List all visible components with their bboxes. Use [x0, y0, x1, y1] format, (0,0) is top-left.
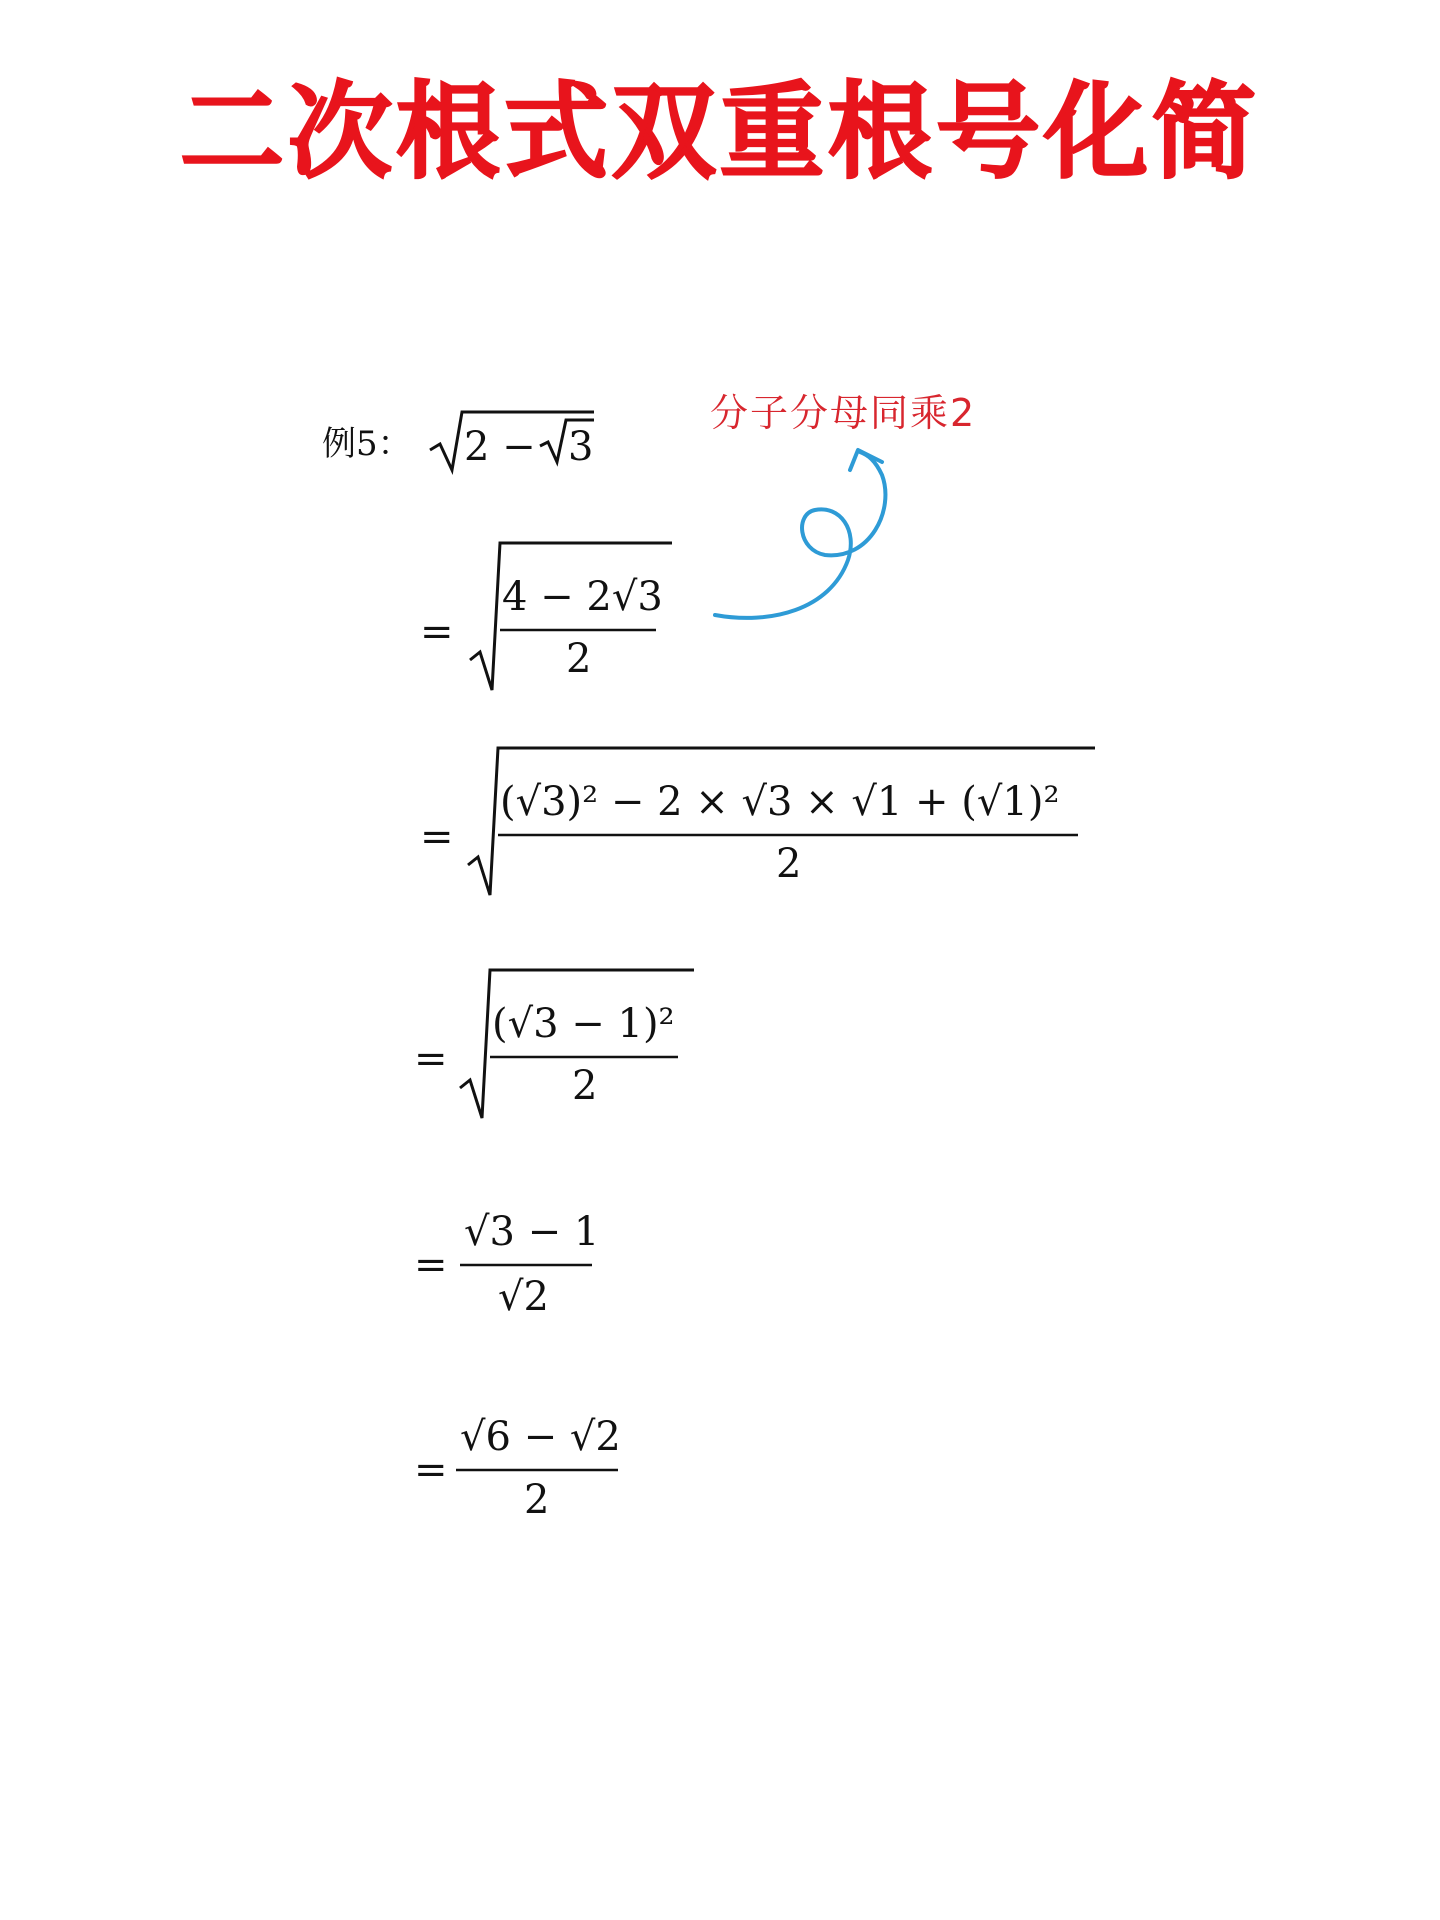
step-denominator: √2 — [498, 1274, 549, 1320]
problem-left: 2 − — [464, 424, 536, 470]
equals-sign: = — [420, 814, 454, 860]
step-numerator: √6 − √2 — [460, 1414, 621, 1460]
step-denominator: 2 — [524, 1477, 550, 1523]
equals-sign: = — [420, 609, 454, 655]
step-numerator: (√3 − 1)² — [492, 1001, 675, 1047]
page-title: 二次根式双重根号化简 — [179, 71, 1260, 193]
equals-sign: = — [414, 1036, 448, 1082]
step-numerator: 4 − 2√3 — [502, 574, 663, 620]
step-denominator: 2 — [776, 841, 802, 887]
example-label: 例5： — [322, 424, 412, 464]
step-denominator: 2 — [566, 636, 592, 682]
annotation-note: 分子分母同乘2 — [710, 391, 977, 435]
equals-sign: = — [414, 1447, 448, 1493]
problem-inner: 3 — [568, 424, 594, 470]
equals-sign: = — [414, 1242, 448, 1288]
step-numerator: (√3)² − 2 × √3 × √1 + (√1)² — [500, 779, 1060, 825]
step-numerator: √3 − 1 — [464, 1209, 600, 1255]
curly-arrow-icon — [715, 452, 885, 618]
step-denominator: 2 — [572, 1063, 598, 1109]
